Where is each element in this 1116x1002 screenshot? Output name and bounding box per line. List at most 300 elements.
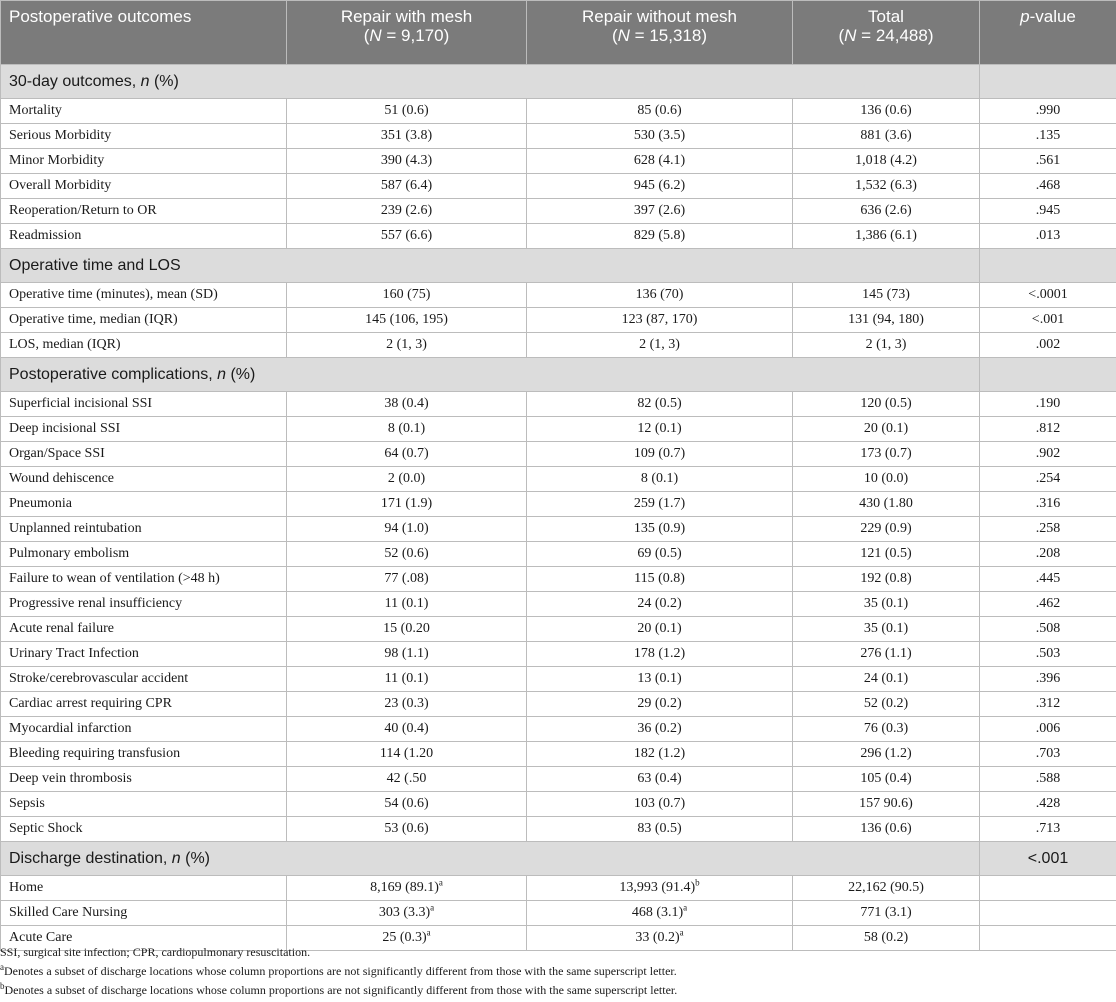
superscript-note: a: [426, 927, 431, 938]
total-cell: [793, 124, 980, 149]
cell-value: 8,169 (89.1): [370, 880, 439, 895]
total-cell: [793, 417, 980, 442]
section-header-row: [1, 358, 1116, 392]
row-label: Readmission: [1, 224, 287, 249]
cell-value: 557 (6.6): [380, 228, 433, 243]
p-value-cell: .006: [980, 717, 1116, 742]
p-value-cell: .254: [980, 467, 1116, 492]
total-cell: [793, 442, 980, 467]
total-cell: [793, 617, 980, 642]
with-mesh-cell: [287, 667, 527, 692]
cell-value: 115 (0.8): [634, 571, 685, 586]
row-label: Minor Morbidity: [1, 149, 287, 174]
row-label: Superficial incisional SSI: [1, 392, 287, 417]
section-title-italic: n: [140, 72, 150, 90]
total-cell: [793, 467, 980, 492]
p-value-cell: .208: [980, 542, 1116, 567]
cell-value: 10 (0.0): [863, 471, 909, 486]
p-value-cell: .135: [980, 124, 1116, 149]
without-mesh-cell: [527, 308, 793, 333]
footnote-abbreviations: SSI, surgical site infection; CPR, cardiopulmonary resuscitation.: [0, 945, 311, 959]
row-label: Stroke/cerebrovascular accident: [1, 667, 287, 692]
without-mesh-cell: [527, 767, 793, 792]
cell-value: 182 (1.2): [633, 746, 686, 761]
cell-value: 303 (3.3): [378, 905, 431, 920]
p-value-cell: .462: [980, 592, 1116, 617]
table-row: [1, 99, 1116, 124]
without-mesh-cell: [527, 542, 793, 567]
with-mesh-cell: [287, 717, 527, 742]
total-cell: [793, 592, 980, 617]
total-cell: [793, 333, 980, 358]
cell-value: 58 (0.2): [863, 930, 909, 945]
cell-value: 771 (3.1): [860, 905, 912, 920]
cell-value: 2 (1, 3): [865, 337, 907, 352]
cell-value: 136 (0.6): [860, 821, 912, 836]
cell-value: 20 (0.1): [637, 621, 682, 636]
p-value-cell: .445: [980, 567, 1116, 592]
with-mesh-cell: [287, 792, 527, 817]
row-label: Operative time, median (IQR): [1, 308, 287, 333]
section-p-value: <.001: [980, 842, 1116, 876]
header-p-value: p-value: [980, 1, 1116, 65]
with-mesh-cell: [287, 442, 527, 467]
with-mesh-cell: [287, 199, 527, 224]
row-label: Skilled Care Nursing: [1, 901, 287, 926]
with-mesh-cell: [287, 467, 527, 492]
header-outcomes: Postoperative outcomes: [1, 1, 287, 65]
cell-value: 131 (94, 180): [848, 312, 924, 327]
cell-value: 945 (6.2): [633, 178, 686, 193]
section-p-value: [980, 358, 1116, 392]
section-title: [1, 358, 980, 392]
total-cell: [793, 817, 980, 842]
with-mesh-cell: [287, 224, 527, 249]
without-mesh-cell: [527, 124, 793, 149]
without-mesh-cell: [527, 467, 793, 492]
table-row: [1, 692, 1116, 717]
table-row: [1, 667, 1116, 692]
table-row: [1, 467, 1116, 492]
cell-value: 160 (75): [382, 287, 431, 302]
cell-value: 192 (0.8): [860, 571, 912, 586]
cell-value: 25 (0.3): [382, 930, 427, 945]
cell-value: 64 (0.7): [384, 446, 429, 461]
cell-value: 587 (6.4): [380, 178, 433, 193]
cell-value: 69 (0.5): [637, 546, 682, 561]
footnotes: [0, 943, 1116, 1000]
row-label: Cardiac arrest requiring CPR: [1, 692, 287, 717]
cell-value: 530 (3.5): [633, 128, 686, 143]
section-title-suffix: (%): [180, 849, 210, 867]
without-mesh-cell: [527, 333, 793, 358]
cell-value: 24 (0.2): [637, 596, 682, 611]
table-row: [1, 174, 1116, 199]
p-value-cell: .468: [980, 174, 1116, 199]
cell-value: 51 (0.6): [384, 103, 429, 118]
table-row: [1, 742, 1116, 767]
cell-value: 145 (73): [862, 287, 910, 302]
total-cell: [793, 99, 980, 124]
cell-value: 24 (0.1): [863, 671, 909, 686]
p-value-cell: .561: [980, 149, 1116, 174]
table-row: [1, 492, 1116, 517]
p-value-cell: .713: [980, 817, 1116, 842]
header-total: Total (N = 24,488): [793, 1, 980, 65]
cell-value: 136 (70): [635, 287, 684, 302]
cell-value: 239 (2.6): [380, 203, 433, 218]
footnote-b: $^b$Denotes a subset of discharge locations whose column proportions are not significantly different from those with the same superscript letter.: [0, 981, 678, 997]
cell-value: 77 (.08): [384, 571, 429, 586]
total-cell: [793, 767, 980, 792]
section-title: [1, 65, 980, 99]
p-value-cell: <.001: [980, 308, 1116, 333]
table-row: [1, 717, 1116, 742]
cell-value: 36 (0.2): [637, 721, 682, 736]
with-mesh-cell: [287, 542, 527, 567]
total-cell: [793, 149, 980, 174]
cell-value: 171 (1.9): [380, 496, 433, 511]
cell-value: 136 (0.6): [860, 103, 912, 118]
without-mesh-cell: [527, 592, 793, 617]
without-mesh-cell: [527, 667, 793, 692]
row-label: Serious Morbidity: [1, 124, 287, 149]
cell-value: 13,993 (91.4): [619, 880, 696, 895]
cell-value: 94 (1.0): [384, 521, 429, 536]
section-title-suffix: (%): [226, 365, 256, 383]
without-mesh-cell: [527, 442, 793, 467]
total-cell: [793, 283, 980, 308]
p-value-cell: .312: [980, 692, 1116, 717]
cell-value: 173 (0.7): [860, 446, 912, 461]
header-without-mesh: Repair without mesh (N = 15,318): [527, 1, 793, 65]
with-mesh-cell: [287, 767, 527, 792]
with-mesh-cell: [287, 817, 527, 842]
p-value-cell: .428: [980, 792, 1116, 817]
cell-value: 2 (1, 3): [639, 337, 680, 352]
row-label: Deep incisional SSI: [1, 417, 287, 442]
cell-value: 114 (1.20: [379, 746, 434, 761]
table-row: [1, 442, 1116, 467]
without-mesh-cell: [527, 567, 793, 592]
cell-value: 157 90.6): [859, 796, 913, 811]
cell-value: 33 (0.2): [635, 930, 680, 945]
table-row: [1, 767, 1116, 792]
without-mesh-cell: [527, 901, 793, 926]
cell-value: 8 (0.1): [387, 421, 426, 436]
p-value-cell: .190: [980, 392, 1116, 417]
cell-value: 178 (1.2): [633, 646, 686, 661]
with-mesh-cell: [287, 333, 527, 358]
row-label: Overall Morbidity: [1, 174, 287, 199]
row-label: Urinary Tract Infection: [1, 642, 287, 667]
section-title-suffix: (%): [149, 72, 179, 90]
superscript-note: b: [695, 877, 700, 888]
cell-value: 135 (0.9): [633, 521, 686, 536]
row-label: Septic Shock: [1, 817, 287, 842]
without-mesh-cell: [527, 876, 793, 901]
row-label: Sepsis: [1, 792, 287, 817]
without-mesh-cell: [527, 174, 793, 199]
total-cell: [793, 308, 980, 333]
section-header-row: [1, 65, 1116, 99]
total-cell: [793, 567, 980, 592]
cell-value: 63 (0.4): [637, 771, 682, 786]
total-cell: [793, 876, 980, 901]
cell-value: 1,018 (4.2): [855, 153, 917, 168]
table-row: [1, 149, 1116, 174]
without-mesh-cell: [527, 517, 793, 542]
without-mesh-cell: [527, 199, 793, 224]
p-value-cell: .508: [980, 617, 1116, 642]
without-mesh-cell: [527, 717, 793, 742]
p-value-cell: <.0001: [980, 283, 1116, 308]
cell-value: 829 (5.8): [633, 228, 686, 243]
total-cell: [793, 392, 980, 417]
with-mesh-cell: [287, 492, 527, 517]
row-label: Unplanned reintubation: [1, 517, 287, 542]
section-title-italic: n: [171, 849, 181, 867]
row-label: Operative time (minutes), mean (SD): [1, 283, 287, 308]
with-mesh-cell: [287, 283, 527, 308]
header-row: [1, 1, 1116, 65]
cell-value: 11 (0.1): [384, 671, 429, 686]
with-mesh-cell: [287, 642, 527, 667]
footnote-a: $^a$Denotes a subset of discharge locations whose column proportions are not significantly different from those with the same superscript letter.: [0, 962, 677, 978]
table-row: [1, 901, 1116, 926]
without-mesh-cell: [527, 99, 793, 124]
section-header-row: [1, 842, 1116, 876]
with-mesh-cell: [287, 567, 527, 592]
section-title-text: Postoperative complications,: [9, 365, 218, 383]
cell-value: 109 (0.7): [633, 446, 686, 461]
row-label: Reoperation/Return to OR: [1, 199, 287, 224]
superscript-note: a: [430, 902, 435, 913]
cell-value: 54 (0.6): [384, 796, 429, 811]
with-mesh-cell: [287, 392, 527, 417]
cell-value: 83 (0.5): [637, 821, 682, 836]
table-row: [1, 542, 1116, 567]
row-label: Pneumonia: [1, 492, 287, 517]
without-mesh-cell: [527, 224, 793, 249]
cell-value: 397 (2.6): [633, 203, 686, 218]
with-mesh-cell: [287, 517, 527, 542]
table-row: [1, 224, 1116, 249]
without-mesh-cell: [527, 817, 793, 842]
cell-value: 76 (0.3): [863, 721, 909, 736]
cell-value: 120 (0.5): [860, 396, 912, 411]
cell-value: 15 (0.20: [383, 621, 430, 636]
with-mesh-cell: [287, 901, 527, 926]
p-value-cell: .588: [980, 767, 1116, 792]
without-mesh-cell: [527, 642, 793, 667]
table-row: [1, 567, 1116, 592]
total-cell: [793, 667, 980, 692]
p-value-cell: .396: [980, 667, 1116, 692]
row-label: Home: [1, 876, 287, 901]
without-mesh-cell: [527, 392, 793, 417]
without-mesh-cell: [527, 617, 793, 642]
row-label: Acute Care: [1, 926, 287, 951]
total-cell: [793, 174, 980, 199]
table-row: [1, 308, 1116, 333]
p-value-cell: .812: [980, 417, 1116, 442]
total-cell: [793, 642, 980, 667]
total-cell: [793, 692, 980, 717]
cell-value: 468 (3.1): [631, 905, 684, 920]
with-mesh-cell: [287, 592, 527, 617]
section-p-value: [980, 249, 1116, 283]
cell-value: 13 (0.1): [637, 671, 682, 686]
p-value-cell: .258: [980, 517, 1116, 542]
total-cell: [793, 742, 980, 767]
p-value-cell: .316: [980, 492, 1116, 517]
without-mesh-cell: [527, 692, 793, 717]
row-label: LOS, median (IQR): [1, 333, 287, 358]
p-value-cell: [980, 876, 1116, 901]
with-mesh-cell: [287, 617, 527, 642]
cell-value: 12 (0.1): [637, 421, 682, 436]
with-mesh-cell: [287, 692, 527, 717]
total-cell: [793, 717, 980, 742]
with-mesh-cell: [287, 876, 527, 901]
table-row: [1, 199, 1116, 224]
row-label: Wound dehiscence: [1, 467, 287, 492]
cell-value: 121 (0.5): [860, 546, 912, 561]
superscript-note: a: [683, 902, 688, 913]
cell-value: 53 (0.6): [384, 821, 429, 836]
section-title-italic: n: [217, 365, 227, 383]
cell-value: 628 (4.1): [633, 153, 686, 168]
cell-value: 35 (0.1): [863, 596, 909, 611]
section-title-text: Discharge destination,: [9, 849, 172, 867]
table-row: [1, 283, 1116, 308]
section-title: [1, 842, 980, 876]
cell-value: 42 (.50: [386, 771, 427, 786]
cell-value: 881 (3.6): [860, 128, 912, 143]
with-mesh-cell: [287, 308, 527, 333]
table-row: [1, 124, 1116, 149]
cell-value: 98 (1.1): [384, 646, 429, 661]
p-value-cell: .503: [980, 642, 1116, 667]
table-row: [1, 876, 1116, 901]
table-row: [1, 592, 1116, 617]
without-mesh-cell: [527, 492, 793, 517]
cell-value: 636 (2.6): [860, 203, 912, 218]
without-mesh-cell: [527, 149, 793, 174]
table-row: [1, 417, 1116, 442]
p-value-cell: .945: [980, 199, 1116, 224]
table-row: [1, 817, 1116, 842]
total-cell: [793, 517, 980, 542]
cell-value: 123 (87, 170): [621, 312, 698, 327]
p-value-cell: .013: [980, 224, 1116, 249]
row-label: Deep vein thrombosis: [1, 767, 287, 792]
cell-value: 40 (0.4): [384, 721, 429, 736]
without-mesh-cell: [527, 742, 793, 767]
section-title-text: 30-day outcomes,: [9, 72, 141, 90]
p-value-cell: .990: [980, 99, 1116, 124]
total-cell: [793, 792, 980, 817]
cell-value: 1,532 (6.3): [855, 178, 917, 193]
cell-value: 276 (1.1): [860, 646, 912, 661]
cell-value: 23 (0.3): [384, 696, 429, 711]
row-label: Failure to wean of ventilation (>48 h): [1, 567, 287, 592]
section-title: [1, 249, 980, 283]
total-cell: [793, 901, 980, 926]
with-mesh-cell: [287, 99, 527, 124]
with-mesh-cell: [287, 417, 527, 442]
cell-value: 103 (0.7): [633, 796, 686, 811]
without-mesh-cell: [527, 283, 793, 308]
superscript-note: a: [438, 877, 443, 888]
row-label: Myocardial infarction: [1, 717, 287, 742]
cell-value: 38 (0.4): [384, 396, 429, 411]
cell-value: 259 (1.7): [633, 496, 686, 511]
superscript-note: a: [679, 927, 684, 938]
row-label: Acute renal failure: [1, 617, 287, 642]
row-label: Organ/Space SSI: [1, 442, 287, 467]
total-cell: [793, 199, 980, 224]
cell-value: 20 (0.1): [863, 421, 909, 436]
with-mesh-cell: [287, 124, 527, 149]
with-mesh-cell: [287, 174, 527, 199]
p-value-cell: [980, 901, 1116, 926]
cell-value: 35 (0.1): [863, 621, 909, 636]
table-row: [1, 642, 1116, 667]
table-row: [1, 392, 1116, 417]
with-mesh-cell: [287, 742, 527, 767]
row-label: Bleeding requiring transfusion: [1, 742, 287, 767]
cell-value: 351 (3.8): [380, 128, 433, 143]
table-row: [1, 333, 1116, 358]
total-cell: [793, 224, 980, 249]
row-label: Pulmonary embolism: [1, 542, 287, 567]
section-title-text: Operative time and LOS: [9, 256, 181, 274]
cell-value: 2 (1, 3): [386, 337, 427, 352]
cell-value: 145 (106, 195): [365, 312, 448, 327]
table-row: [1, 792, 1116, 817]
cell-value: 430 (1.80: [859, 496, 913, 511]
p-value-cell: .002: [980, 333, 1116, 358]
cell-value: 52 (0.2): [863, 696, 909, 711]
section-p-value: [980, 65, 1116, 99]
cell-value: 296 (1.2): [860, 746, 912, 761]
p-value-cell: .703: [980, 742, 1116, 767]
header-with-mesh: Repair with mesh (N = 9,170): [287, 1, 527, 65]
cell-value: 8 (0.1): [640, 471, 679, 486]
total-cell: [793, 492, 980, 517]
total-cell: [793, 542, 980, 567]
without-mesh-cell: [527, 792, 793, 817]
cell-value: 52 (0.6): [384, 546, 429, 561]
cell-value: 82 (0.5): [637, 396, 682, 411]
cell-value: 29 (0.2): [637, 696, 682, 711]
row-label: Progressive renal insufficiency: [1, 592, 287, 617]
cell-value: 85 (0.6): [637, 103, 682, 118]
cell-value: 11 (0.1): [384, 596, 429, 611]
cell-value: 390 (4.3): [380, 153, 433, 168]
p-value-cell: .902: [980, 442, 1116, 467]
with-mesh-cell: [287, 149, 527, 174]
cell-value: 2 (0.0): [387, 471, 426, 486]
cell-value: 22,162 (90.5): [848, 880, 924, 895]
cell-value: 229 (0.9): [860, 521, 912, 536]
cell-value: 1,386 (6.1): [855, 228, 917, 243]
section-header-row: [1, 249, 1116, 283]
cell-value: 105 (0.4): [860, 771, 912, 786]
table-row: [1, 617, 1116, 642]
